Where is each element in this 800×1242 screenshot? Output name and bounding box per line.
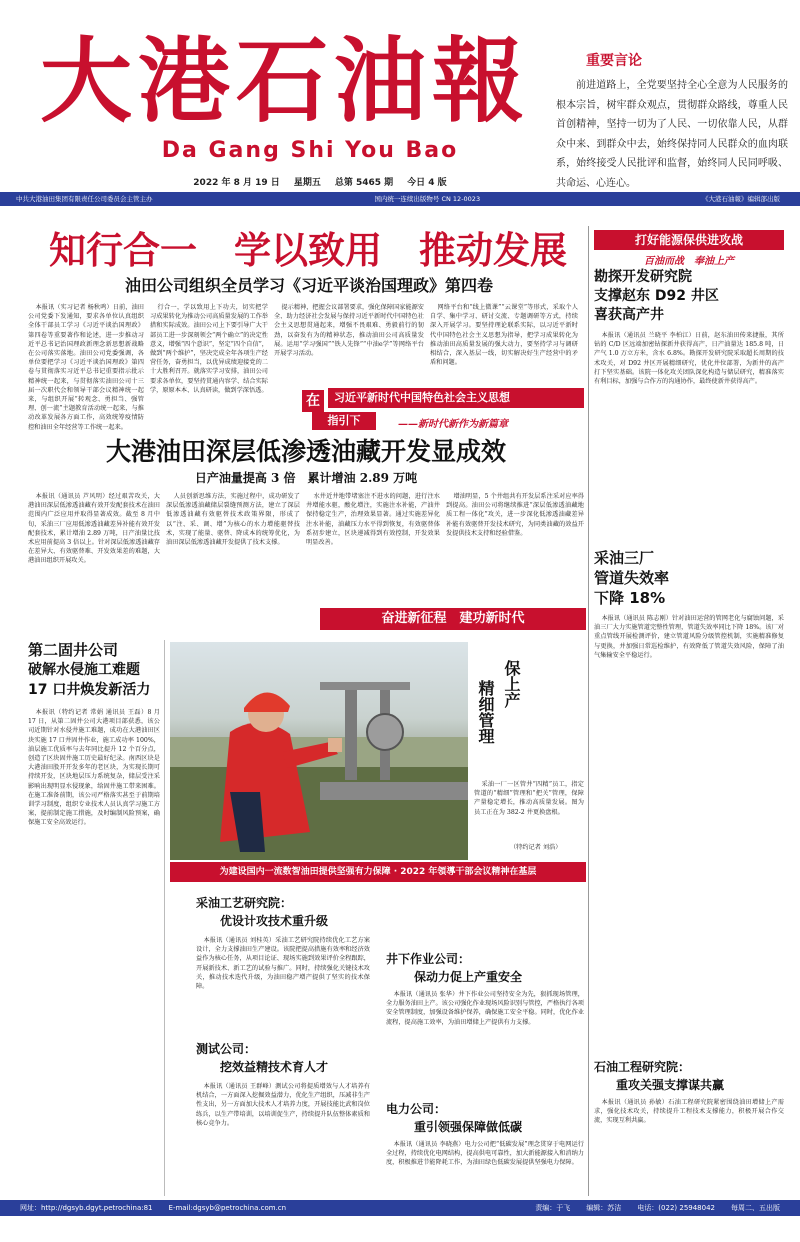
side1-kicker: 勘探开发研究院 bbox=[594, 269, 692, 285]
footer-email: E-mail:dgsyb@petrochina.com.cn bbox=[168, 1204, 287, 1212]
masthead-dateline bbox=[110, 175, 530, 188]
story2-headline: 大港油田深层低渗透油藏开发显成效 bbox=[105, 437, 506, 466]
story4-kicker: 采油工艺研究院： bbox=[196, 896, 293, 910]
photo-title1: 保上产 bbox=[502, 660, 521, 708]
theme-banner-line2: 指引下 bbox=[312, 412, 376, 430]
side3-body: 本报讯（通讯员 孙敏）石油工程研究院紧密围绕油田增储上产需求，强化技术攻关，持续提升工程技术支撑能力，积极开展合作交流，实现互利共赢。 bbox=[594, 1099, 784, 1125]
theme-banner-tag: 在 bbox=[302, 390, 324, 412]
story6-kicker: 井下作业公司： bbox=[386, 952, 471, 966]
lead-headline: 知行合一 学以致用 推动发展 bbox=[49, 229, 567, 272]
side1-body: 本报讯（通讯员 兰晓平 李柏江）日前，赵东油田传来捷报，其所钻的 C/D 区远端加密钻探新井获得高产，日产油量达 185.8 吨，日产气 1.0 万立方米，含水 6.8%。勘探开发研究院采取超长周期的技术攻关，对 D92 井区开展精细研究，优化井位部署，为新井的高产打下坚实基础。该院一体化攻关团队深化构造与储层研究，精准落实有利目标，加强与合作方的沟通协作，最终使新井获得高产。 bbox=[594, 332, 784, 386]
footer-phone: 电话：(022) 25948042 bbox=[637, 1204, 715, 1212]
side2 bbox=[594, 548, 784, 848]
story5 bbox=[196, 1040, 370, 1180]
theme-banner-line3: ——新时代新作为新篇章 bbox=[398, 419, 508, 430]
story4 bbox=[196, 894, 370, 1034]
quote-box bbox=[556, 40, 788, 196]
side2-headline1: 采油三厂 bbox=[594, 549, 655, 567]
side3 bbox=[594, 1058, 784, 1194]
masthead-issue: 总第 5465 期 bbox=[334, 178, 394, 188]
story3-headline2: 破解水侵施工难题 bbox=[28, 662, 140, 678]
masthead-info-bar bbox=[0, 192, 800, 206]
story3-headline1: 第二固井公司 bbox=[28, 641, 119, 659]
side1-headline2: 喜获高产井 bbox=[594, 307, 664, 323]
story6 bbox=[386, 950, 584, 1080]
editorial-office: 《大港石油報》编辑部出版 bbox=[701, 195, 780, 203]
side3-headline: 石油工程研究院： bbox=[594, 1060, 691, 1074]
theme-banner bbox=[302, 388, 584, 430]
masthead-date: 2022 年 8 月 19 日 bbox=[193, 178, 280, 188]
side1 bbox=[594, 268, 784, 538]
meeting-banner-text: 为建设国内一流数智油田提供坚强有力保障 · 2022 年領導干部会议精神在基层 bbox=[219, 867, 537, 877]
footer-pages: 每周二、五出版 bbox=[731, 1204, 780, 1212]
masthead-title: 大港石油報 bbox=[40, 27, 531, 135]
side3-headline2: 重攻关强支撑谋共赢 bbox=[616, 1078, 725, 1092]
footer-bar bbox=[0, 1200, 800, 1216]
story2-col4: 增油明显，5 个井组共有开发层系注采对应率得到提高。油田公司将继续推进“深层低渗透油藏地质工程一体化”攻关，进一步深化低渗透油藏差异补能有效驱替开发技术研究，为同类油藏的效益开发提供技术支持和经验借鉴。 bbox=[446, 493, 584, 537]
story6-headline: 保动力促上产重安全 bbox=[414, 970, 523, 984]
story7-body: 本报讯（通讯员 李晓燕）电力公司把“低碳发展”理念贯穿于电网运行全过程，持续优化电网结构，提高供电可靠性，加大新能源接入和消纳力度，积极推进节能降耗工作，为油田绿色低碳发展提供坚强电力保障。 bbox=[386, 1141, 584, 1167]
masthead-pages: 今日 4 版 bbox=[407, 178, 447, 188]
banner-strive-text: 奋进新征程 建功新时代 bbox=[381, 611, 525, 626]
story5-body: 本报讯（通讯员 王群峰）测试公司将提质增效与人才培养有机结合，一方面深入挖掘效益潜力，优化生产组织，压减非生产性支出，另一方面加大技术人才培养力度，开展技能比武和岗位练兵，以生产带培训，以培训促生产，持续提升队伍整体素质和核心竞争力。 bbox=[196, 1083, 370, 1127]
quote-title: 重要言论 bbox=[586, 53, 642, 69]
story2-subhead: 日产油量提高 3 倍 累计增油 2.89 万吨 bbox=[194, 471, 418, 485]
issn: 国内统一连续出版物号 CN 12-0023 bbox=[374, 195, 481, 203]
theme-banner-line1: 习近平新时代中国特色社会主义思想 bbox=[328, 388, 584, 408]
story5-kicker: 测试公司： bbox=[196, 1042, 257, 1056]
side2-body: 本报讯（通讯员 陈志刚）针对油田运营的管网老化与腐蚀问题，采油三厂大力实施管道完整性管理，管道失效率同比下降 18%。该厂对重点管线开展检测评价，建立管道风险分级管控机制，实施精准修复与更换，并加强日常巡检维护，有效降低了管道失效风险，保障了油气集输安全平稳运行。 bbox=[594, 615, 784, 659]
footer-editor: 责编：于飞 bbox=[535, 1204, 571, 1212]
story3-body: 本报讯（特约记者 常娟 通讯员 王磊）8 月 17 日，从第二固井公司大港项目部获悉，该公司近期针对水侵井施工难题，成功在大港油田区块实施 17 口井固井作业，施工成功率 100%，油层施工优质率与去年同比提升 12 个百分点，创造了区块固井施工历史最好纪录。南西区块是大港油田股开开发多年的老区块，为实现长期可持续开发，区块地层压力系统复杂，储层受注采影响出现明显水侵现象，给固井施工带来困难。在施工准备前期，该公司严格落实甚至于前期培训学习制度，组织专业技术人员认真学习施工方案，提前制定施工措施，及时编制风险预案，确保施工安全高效运行。 bbox=[28, 709, 160, 827]
lead-col2: 行合一，学以致用上下功夫，切实把学习成果转化为推动公司高质量发展的工作举措和实际成效。油田公司上下要引导广大干部员工进一步深刻领会“两个确立”的决定性意义，增强“四个意识”，坚定“四个自信”，做到“两个维护”，坚决完成全年各项生产经营任务，奋勇担当，以优异成绩迎接党的二十大胜利召开。就落实学习安排，油田公司要求各单位，要坚持贯通内容学、结合实际学，原原本本、认真研读，做到学深悟透。 bbox=[150, 304, 268, 394]
banner-strive bbox=[320, 608, 586, 630]
sidebar-divider bbox=[588, 226, 589, 1196]
story6-body: 本报讯（通讯员 张华）井下作业公司坚持安全为先，狠抓现场管理，全力服务油田上产。该公司强化作业现场风险识别与管控，严格执行各项安全管理制度，加强设备维护保养，确保施工安全平稳。同时，优化作业流程，提高施工效率，为油田增储上产提供有力支撑。 bbox=[386, 991, 584, 1026]
meeting-banner bbox=[170, 862, 586, 882]
lead-col3: 提示精神，把握会议部署要求，强化保障国家能源安全、助力经济社会发展与保持习近平新时代中国特色社会主义思想贯通起来，增强不畏艰难、勇毅前行的韧劲，以奋发有为的精神状态，推动油田公司高质量发展。运用“学习强国”“铁人先锋”“中油e学”等网络平台开展学习活动。 bbox=[274, 304, 424, 358]
sidebar-subheader: 百油而战 奉油上产 bbox=[644, 256, 734, 267]
photo-caption: 采油一厂一区管井“四精”员工，指定管道的“精细”管理和“把关”管理，保障产量稳定增长，推动高质量发展。图为员工正在为 382-2 井更换盘根。 bbox=[474, 781, 584, 816]
sidebar-header-text: 打好能源保供进攻战 bbox=[634, 233, 743, 247]
photo-vertical-title bbox=[474, 660, 524, 770]
side2-headline3: 下降 18% bbox=[594, 589, 666, 607]
lead-col4: 网络平台和“线上微课”“云课堂”等形式，采取个人自学、集中学习、研讨交流、专题调研等方式，持续深入开展学习。要坚持理论联系实际，以习近平新时代中国特色社会主义思想为指导，把学习成果转化为推动油田高质量发展的强大动力，要坚持学习与调研相结合，深入基层一线，切实解决好生产经营中的矛盾和问题。 bbox=[430, 304, 578, 367]
photo bbox=[170, 642, 468, 860]
story2-col2: 人员创新思维方法，实施过程中，成功研发了深层低渗透油藏储层裂缝预测方法，建立了深层低渗透油藏有效驱替技术政策界限，形成了以“注、采、调、增”为核心的水力增能驱替技术，实现了能量、驱替、降成本的统筹优化，为油田深层低渗透油藏开发提供了技术支撑。 bbox=[166, 493, 300, 547]
masthead bbox=[0, 0, 800, 236]
story3 bbox=[28, 640, 160, 1140]
side1-headline1: 支撑赵东 D92 井区 bbox=[594, 288, 719, 304]
quote-text: 前进道路上，全党要坚持全心全意为人民服务的根本宗旨，树牢群众观点，贯彻群众路线，尊重人民首创精神，坚持一切为了人民、一切依靠人民，从群众中来、到群众中去，始终保持同人民群众的血肉联系，始终接受人民批评和监督，始终同人民同呼吸、共命运、心连心。 bbox=[556, 80, 788, 189]
story7 bbox=[386, 1100, 584, 1192]
footer-web: 网址：http://dgsyb.dgyt.petrochina:81 bbox=[20, 1204, 153, 1212]
story4-body: 本报讯（通讯员 刘桂英）采油工艺研究院持续优化工艺方案设计，全力支撑油田生产建设。该院把提高措施有效率和经济效益作为核心任务，从项目论证、现场实施到效果评价全程跟踪，开展新技术、新工艺的试验与推广。同时，持续强化关键技术攻关，推动技术迭代升级，为油田稳产增产提供了坚实的技术保障。 bbox=[196, 937, 370, 991]
photo-title2: 精细管理 bbox=[476, 680, 495, 744]
story2-col1: 本报讯（通讯员 芦风明）经过艰苦攻关，大港油田深层低渗透油藏有效开发配套技术在油田范围内广泛应用并取得显著成效。截至 8 月中旬，采油三厂应用低渗透油藏差异补能有效开发配套技术，累计增油 2.89 万吨，日产油量比技术应用前提高 3 倍以上。针对深层低渗透油藏存在差异大、有效驱替难、开发效果差的难题，大港油田组织开展攻关。 bbox=[28, 493, 160, 565]
side2-headline2: 管道失效率 bbox=[594, 569, 670, 587]
story3-headline3: 17 口井焕发新活力 bbox=[28, 682, 151, 698]
sidebar-header bbox=[594, 230, 784, 250]
story7-kicker: 电力公司： bbox=[386, 1102, 447, 1116]
story5-headline: 挖效益精技术育人才 bbox=[220, 1060, 329, 1074]
story4-headline: 优设计攻技术重升级 bbox=[220, 914, 329, 928]
divider bbox=[164, 640, 165, 1196]
masthead-pinyin: Da Gang Shi You Bao bbox=[161, 138, 459, 163]
footer-reviewer: 编辑：苏洁 bbox=[586, 1204, 622, 1212]
lead-col1: 本报讯（实习记者 杨秋鸣）日前，油田公司党委下发通知，要求各单位认真组织全体干部员工学习《习近平谈治国理政》第四卷等重要著作和论述，进一步推动习近平总书记治国理政新理念新思想新战略在公司落实落地。油田公司党委强调，各单位要把学习《习近平谈治国理政》第四卷与贯彻落实习近平总书记重要指示批示精神统一起来，与贯彻落实油田公司十三届一次职代会和领导干部会议精神统一起来，与组织开展“转观念、勇担当、强管理、创一流”主题教育活动统一起来，与推动改革发展各方面工作，高效统筹疫情防控和油田全年经营等工作统一起来。 bbox=[28, 304, 144, 431]
worker-photo bbox=[170, 642, 468, 860]
photo-credit: （特约记者 刘浩） bbox=[510, 844, 562, 851]
story2-col3: 水井近井地带堵塞注不进水的问题，进行注水井增能水驱，酸化增注，实施注水补能，产油井保持稳定生产，治理效果显著。通过实施差异化注水补能，油藏压力水平得到恢复，有效驱替体系初步建立，区块递减得到有效控制，开发效果明显改善。 bbox=[306, 493, 440, 547]
masthead-weekday: 星期五 bbox=[293, 178, 321, 188]
publisher: 中共大港油田集团有限责任公司委员会主管主办 bbox=[16, 195, 153, 203]
lead-subhead: 油田公司组织全员学习《习近平谈治国理政》第四卷 bbox=[124, 276, 493, 295]
story7-headline: 重引领强保障做低碳 bbox=[414, 1120, 523, 1134]
